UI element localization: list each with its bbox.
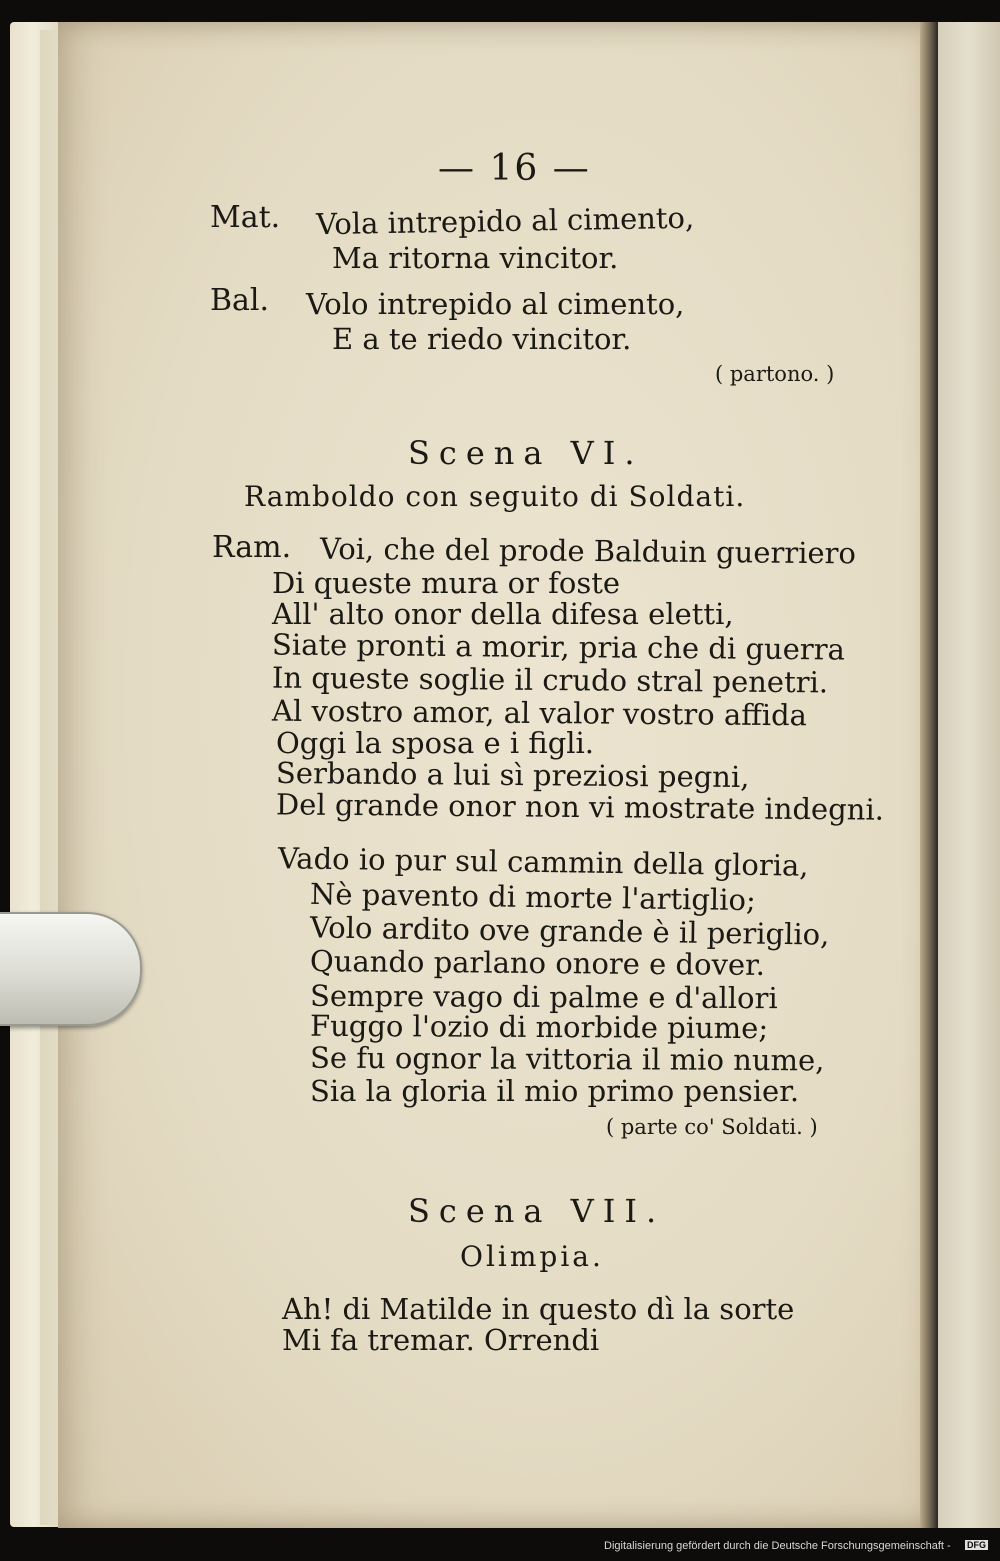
- speaker-mat: Mat.: [210, 200, 281, 235]
- verse-line: Serbando a lui sì preziosi pegni,: [275, 755, 750, 795]
- stage-direction: ( parte co' Soldati. ): [606, 1115, 818, 1139]
- facing-page-edge: [938, 22, 1000, 1528]
- aria-line: Volo ardito ove grande è il periglio,: [309, 910, 830, 952]
- speaker-bal: Bal.: [210, 283, 270, 318]
- verse-line: Vola intrepido al cimento,: [315, 200, 695, 242]
- scene-title: Scena VI.: [408, 434, 644, 472]
- aria-line: Fuggo l'ozio di morbide piume;: [309, 1008, 769, 1046]
- verse-line: Al vostro amor, al valor vostro affida: [271, 693, 808, 733]
- verse-line: Ah! di Matilde in questo dì la sorte: [282, 1292, 795, 1326]
- verse-line: Di queste mura or foste: [272, 566, 621, 600]
- aria-line: Nè pavento di morte l'artiglio;: [309, 876, 756, 918]
- dfg-logo: DFG: [967, 1540, 986, 1550]
- book-clamp: [0, 912, 142, 1026]
- verse-line: Siate pronti a morir, pria che di guerra: [271, 627, 846, 667]
- page-number: — 16 —: [438, 148, 591, 189]
- verse-line: Oggi la sposa e i figli.: [276, 726, 595, 760]
- verse-line: Ma ritorna vincitor.: [332, 241, 619, 275]
- scene-subtitle: Olimpia.: [460, 1240, 604, 1273]
- verse-line: In queste soglie il crudo stral penetri.: [271, 660, 829, 700]
- speaker-ram: Ram.: [212, 530, 292, 565]
- aria-line: Se fu ognor la vittoria il mio nume,: [309, 1040, 825, 1078]
- verse-line: Mi fa tremar. Orrendi: [282, 1323, 600, 1357]
- scene-title: Scena VII.: [408, 1192, 666, 1230]
- book-gutter: [920, 22, 938, 1528]
- verse-line: Volo intrepido al cimento,: [306, 287, 685, 321]
- digitization-credit: Digitalisierung gefördert durch die Deutsche Forschungsgemeinschaft -: [604, 1540, 951, 1552]
- aria-line: Vado io pur sul cammin della gloria,: [277, 841, 809, 883]
- verse-line: Voi, che del prode Balduin guerriero: [319, 531, 857, 571]
- stage-direction: ( partono. ): [715, 362, 835, 386]
- verse-line: Del grande onor non vi mostrate indegni.: [275, 787, 885, 827]
- aria-line: Quando parlano onore e dover.: [309, 944, 766, 982]
- scene-subtitle: Ramboldo con seguito di Soldati.: [244, 480, 746, 513]
- aria-line: Sempre vago di palme e d'allori: [309, 978, 778, 1016]
- verse-line: E a te riedo vincitor.: [332, 322, 632, 356]
- verse-line: All' alto onor della difesa eletti,: [272, 597, 734, 631]
- aria-line: Sia la gloria il mio primo pensier.: [310, 1074, 800, 1108]
